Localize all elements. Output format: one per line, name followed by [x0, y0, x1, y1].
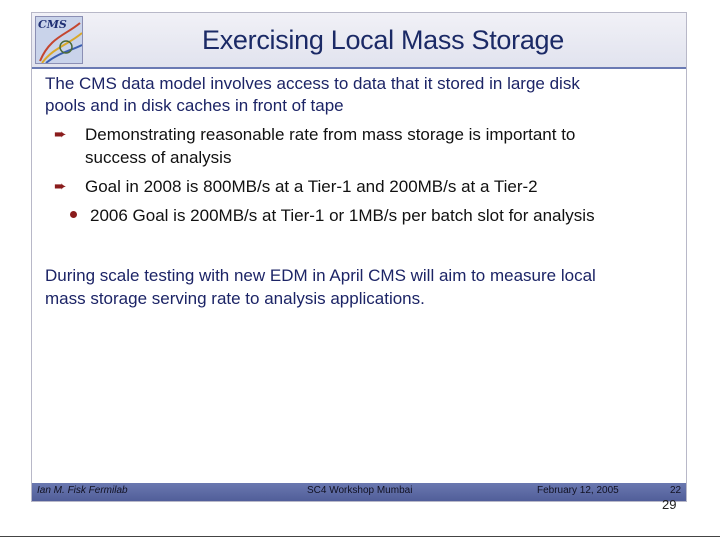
page-number: 29 [662, 497, 677, 512]
arrow-bullet-icon: ➨ [54, 178, 67, 195]
slide-title: Exercising Local Mass Storage [202, 25, 564, 55]
logo-text: CMS [38, 18, 67, 31]
arrow-bullet-icon: ➨ [54, 126, 67, 143]
slide-header [32, 13, 686, 67]
header-divider [32, 67, 686, 69]
bullet-1-line-1: Demonstrating reasonable rate from mass storage is important to [85, 125, 576, 144]
closing-line-1: During scale testing with new EDM in April CMS will aim to measure local [45, 266, 596, 285]
logo-swirl-icon [36, 17, 83, 64]
bottom-divider [0, 536, 720, 537]
footer-event: SC4 Workshop Mumbai [307, 485, 413, 496]
intro-line-2: pools and in disk caches in front of tape [45, 96, 344, 115]
dot-bullet-icon [70, 211, 77, 218]
bullet-3-line-1: 2006 Goal is 200MB/s at Tier-1 or 1MB/s per batch slot for analysis [90, 206, 595, 225]
bullet-1-line-2: success of analysis [85, 148, 232, 167]
slide [31, 12, 687, 502]
footer-date: February 12, 2005 [537, 485, 619, 496]
closing-line-2: mass storage serving rate to analysis applications. [45, 289, 425, 308]
footer-author: Ian M. Fisk Fermilab [37, 485, 128, 496]
slide-footer [32, 483, 686, 501]
footer-slide-number: 22 [670, 485, 682, 496]
bullet-2-line-1: Goal in 2008 is 800MB/s at a Tier-1 and 200MB/s at a Tier-2 [85, 177, 538, 196]
intro-line-1: The CMS data model involves access to data that it stored in large disk [45, 74, 580, 93]
cms-logo [35, 16, 83, 64]
